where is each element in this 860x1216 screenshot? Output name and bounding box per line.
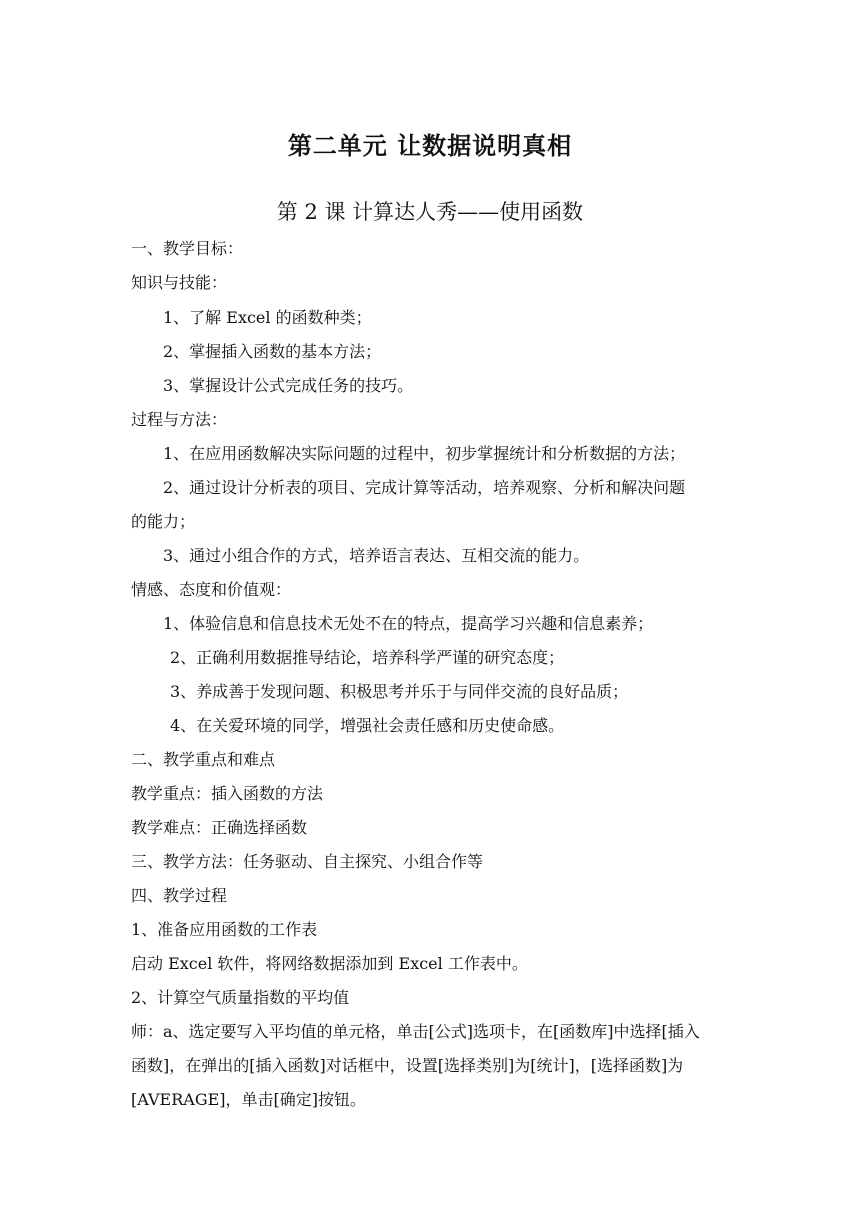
step-heading: 2、计算空气质量指数的平均值	[131, 988, 350, 1007]
unit-title: 第二单元 让数据说明真相	[287, 132, 573, 160]
list-item: 2、正确利用数据推导结论，培养科学严谨的研究态度；	[170, 648, 565, 667]
section-heading-process: 四、教学过程	[131, 886, 228, 905]
lesson-title: 第 2 课 计算达人秀——使用函数	[276, 200, 584, 224]
list-item: 1、在应用函数解决实际问题的过程中，初步掌握统计和分析数据的方法；	[163, 444, 686, 463]
section-heading-key-points: 二、教学重点和难点	[131, 750, 276, 769]
list-item: 1、了解 Excel 的函数种类；	[163, 308, 372, 327]
subheading-attitude: 情感、态度和价值观：	[131, 580, 292, 599]
section-heading-methods: 三、教学方法：任务驱动、自主探究、小组合作等	[131, 852, 484, 871]
step-heading: 1、准备应用函数的工作表	[131, 920, 318, 939]
list-item-continuation: 的能力；	[131, 512, 196, 531]
list-item: 3、通过小组合作的方式，培养语言表达、互相交流的能力。	[163, 546, 590, 565]
section-heading-objectives: 一、教学目标：	[131, 239, 244, 258]
key-point-text: 教学重点：插入函数的方法	[131, 784, 324, 803]
subheading-process: 过程与方法：	[131, 410, 228, 429]
list-item: 2、掌握插入函数的基本方法；	[163, 342, 382, 361]
paragraph: 函数]，在弹出的[插入函数]对话框中，设置[选择类别]为[统计]，[选择函数]为	[131, 1056, 684, 1075]
list-item: 1、体验信息和信息技术无处不在的特点，提高学习兴趣和信息素养；	[163, 614, 654, 633]
subheading-knowledge: 知识与技能：	[131, 273, 228, 292]
list-item: 3、养成善于发现问题、积极思考并乐于与同伴交流的良好品质；	[170, 682, 629, 701]
difficulty-text: 教学难点：正确选择函数	[131, 818, 308, 837]
paragraph: 启动 Excel 软件，将网络数据添加到 Excel 工作表中。	[131, 954, 528, 973]
list-item: 2、通过设计分析表的项目、完成计算等活动，培养观察、分析和解决问题	[163, 478, 686, 497]
paragraph: [AVERAGE]，单击[确定]按钮。	[131, 1090, 367, 1109]
list-item: 4、在关爱环境的同学，增强社会责任感和历史使命感。	[170, 716, 565, 735]
paragraph: 师：a、选定要写入平均值的单元格，单击[公式]选项卡，在[函数库]中选择[插入	[131, 1022, 700, 1041]
list-item: 3、掌握设计公式完成任务的技巧。	[163, 376, 414, 395]
